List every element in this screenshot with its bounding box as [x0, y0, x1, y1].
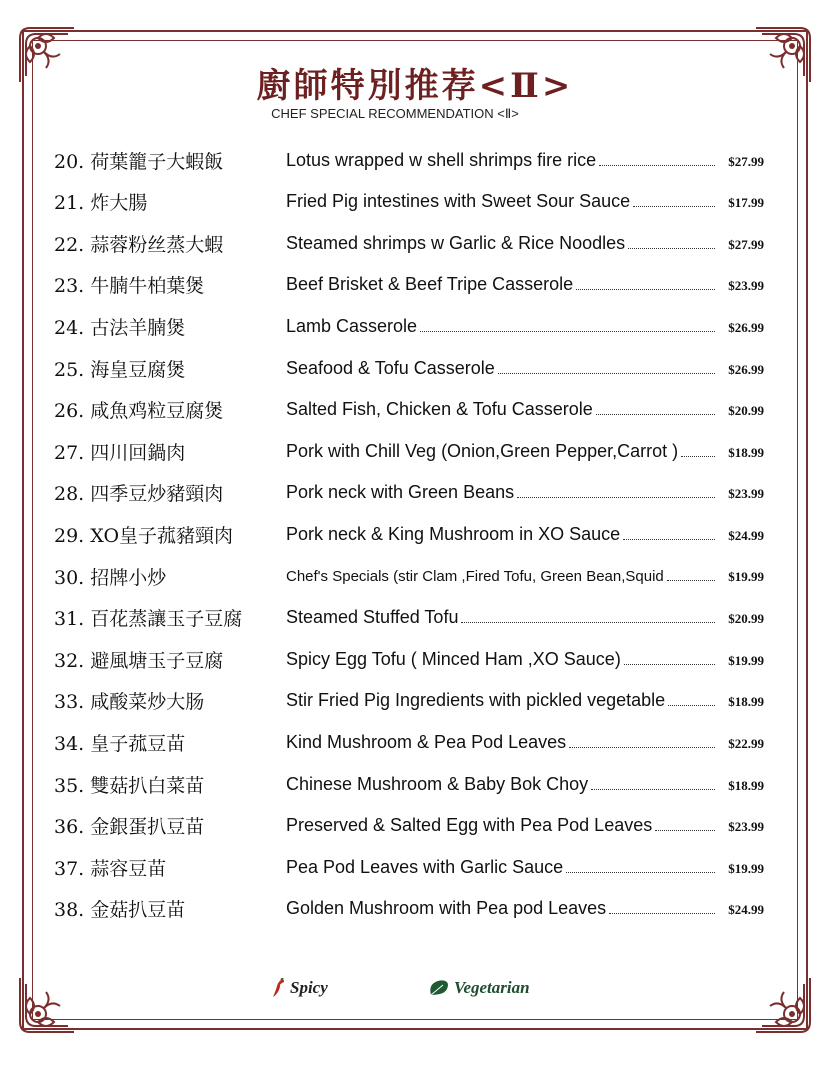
menu-item	[54, 561, 764, 591]
menu-item-price: $20.99	[728, 611, 764, 627]
menu-item-chinese-name: 28. 四季豆炒豬頸肉	[54, 483, 224, 506]
menu-item-english-name: Beef Brisket & Beef Tripe Casserole	[286, 274, 574, 295]
menu-item-description	[286, 524, 764, 545]
menu-item-description	[286, 191, 764, 212]
menu-item-english-name: Pork neck with Green Beans	[286, 482, 515, 503]
menu-item-chinese-name: 21. 炸大腸	[54, 192, 148, 215]
menu-item-price: $24.99	[728, 527, 764, 543]
menu-item-chinese-name: 29. XO皇子菰豬頸肉	[54, 524, 234, 547]
menu-item-english-name: Stir Fried Pig Ingredients with pickled vegetable	[286, 690, 666, 711]
page-subtitle: CHEF SPECIAL RECOMMENDATION <Ⅱ>	[271, 106, 519, 121]
menu-item-chinese-name: 23. 牛腩牛柏葉煲	[54, 275, 205, 298]
ornament-corner-icon	[16, 974, 78, 1036]
menu-item-chinese-name: 22. 蒜蓉粉丝蒸大蝦	[54, 233, 224, 256]
dotted-leader	[624, 664, 715, 665]
menu-item-price: $19.99	[728, 652, 764, 668]
dotted-leader	[668, 705, 715, 706]
menu-item-price: $20.99	[728, 403, 764, 419]
menu-item	[54, 894, 764, 924]
menu-item-price: $18.99	[728, 777, 764, 793]
menu-item-chinese-name: 20. 荷葉籠子大蝦飯	[54, 150, 224, 173]
menu-item-price: $23.99	[728, 278, 764, 294]
menu-item-english-name: Chef's Specials (stir Clam ,Fired Tofu, Green Bean,Squid	[286, 567, 664, 585]
menu-item-english-name: Golden Mushroom with Pea pod Leaves	[286, 898, 607, 919]
menu-item	[54, 852, 764, 882]
menu-item-price: $18.99	[728, 444, 764, 460]
menu-item-description	[286, 399, 764, 420]
menu-item-chinese-name: 24. 古法羊腩煲	[54, 316, 186, 339]
menu-item-chinese-name: 34. 皇子菰豆苗	[54, 732, 186, 755]
menu-item-english-name: Lamb Casserole	[286, 315, 418, 336]
menu-item-description	[286, 358, 764, 379]
menu-item-price: $19.99	[728, 860, 764, 876]
menu-item	[54, 187, 764, 217]
dotted-leader	[596, 414, 715, 415]
dotted-leader	[667, 580, 715, 581]
menu-item-price: $23.99	[728, 819, 764, 835]
dotted-leader	[498, 373, 715, 374]
menu-item-price: $23.99	[728, 486, 764, 502]
menu-item-english-name: Lotus wrapped w shell shrimps fire rice	[286, 149, 597, 170]
menu-item-chinese-name: 27. 四川回鍋肉	[54, 441, 186, 464]
menu-item-chinese-name: 26. 咸魚鸡粒豆腐煲	[54, 400, 224, 423]
menu-item-english-name: Seafood & Tofu Casserole	[286, 357, 495, 378]
menu-item	[54, 769, 764, 799]
page-title: 廚師特別推荐<Ⅱ>	[256, 66, 574, 106]
dotted-leader	[628, 248, 715, 249]
menu-item-english-name: Salted Fish, Chicken & Tofu Casserole	[286, 399, 593, 420]
legend-spicy-label: Spicy	[290, 978, 328, 997]
menu-item-price: $22.99	[728, 735, 764, 751]
menu-item	[54, 228, 764, 258]
menu-item-chinese-name: 35. 雙菇扒白菜苗	[54, 774, 205, 797]
dotted-leader	[655, 830, 715, 831]
menu-item	[54, 727, 764, 757]
legend-spicy	[272, 976, 328, 1000]
menu-item-description	[286, 482, 764, 503]
menu-item	[54, 644, 764, 674]
leaf-icon	[428, 978, 450, 998]
menu-item-price: $27.99	[728, 236, 764, 252]
menu-item-chinese-name: 30. 招牌小炒	[54, 566, 167, 589]
dotted-leader	[517, 497, 715, 498]
menu-item-english-name: Pork neck & King Mushroom in XO Sauce	[286, 523, 621, 544]
menu-item-english-name: Preserved & Salted Egg with Pea Pod Leaves	[286, 815, 653, 836]
menu-item-description	[286, 690, 764, 711]
menu-item-chinese-name: 32. 避風塘玉子豆腐	[54, 649, 224, 672]
menu-item	[54, 519, 764, 549]
dotted-leader	[569, 747, 715, 748]
menu-item-english-name: Fried Pig intestines with Sweet Sour Sauce	[286, 191, 631, 212]
dotted-leader	[599, 165, 715, 166]
menu-item-description	[286, 898, 764, 919]
menu-item-english-name: Spicy Egg Tofu ( Minced Ham ,XO Sauce)	[286, 648, 621, 669]
menu-item	[54, 603, 764, 633]
menu-item-english-name: Kind Mushroom & Pea Pod Leaves	[286, 731, 567, 752]
menu-item	[54, 478, 764, 508]
menu-item-description	[286, 649, 764, 670]
legend-vegetarian	[428, 976, 530, 1000]
dotted-leader	[420, 331, 715, 332]
menu-item-description	[286, 274, 764, 295]
menu-item	[54, 395, 764, 425]
dotted-leader	[461, 622, 715, 623]
menu-item-english-name: Chinese Mushroom & Baby Bok Choy	[286, 773, 589, 794]
menu-item-description	[286, 568, 764, 585]
ornament-corner-icon	[752, 974, 814, 1036]
menu-item-chinese-name: 31. 百花蒸讓玉子豆腐	[54, 608, 243, 631]
menu-item-price: $26.99	[728, 319, 764, 335]
menu-item	[54, 353, 764, 383]
menu-item	[54, 311, 764, 341]
menu-item-chinese-name: 25. 海皇豆腐煲	[54, 358, 186, 381]
menu-item-price: $18.99	[728, 694, 764, 710]
menu-item-description	[286, 857, 764, 878]
menu-item-price: $19.99	[728, 568, 764, 584]
dotted-leader	[591, 789, 715, 790]
menu-item-english-name: Steamed shrimps w Garlic & Rice Noodles	[286, 232, 626, 253]
menu-item	[54, 436, 764, 466]
dotted-leader	[623, 539, 715, 540]
menu-item-description	[286, 815, 764, 836]
dotted-leader	[633, 206, 715, 207]
dotted-leader	[609, 913, 715, 914]
menu-item-english-name: Pea Pod Leaves with Garlic Sauce	[286, 856, 564, 877]
legend-vegetarian-label: Vegetarian	[454, 978, 530, 997]
menu-item-chinese-name: 36. 金銀蛋扒豆苗	[54, 816, 205, 839]
menu-item	[54, 145, 764, 175]
menu-item-description	[286, 233, 764, 254]
dotted-leader	[576, 289, 715, 290]
menu-item-chinese-name: 38. 金菇扒豆苗	[54, 899, 186, 922]
menu-item	[54, 811, 764, 841]
menu-item-english-name: Steamed Stuffed Tofu	[286, 607, 459, 628]
menu-item-price: $24.99	[728, 902, 764, 918]
chili-pepper-icon	[272, 978, 286, 998]
menu-item-price: $26.99	[728, 361, 764, 377]
menu-item-description	[286, 441, 764, 462]
menu-item-price: $17.99	[728, 195, 764, 211]
menu-item-description	[286, 607, 764, 628]
dotted-leader	[681, 456, 715, 457]
menu-item	[54, 686, 764, 716]
menu-item	[54, 270, 764, 300]
menu-item-description	[286, 732, 764, 753]
menu-item-description	[286, 150, 764, 171]
dotted-leader	[566, 872, 715, 873]
menu-item-description	[286, 774, 764, 795]
menu-item-price: $27.99	[728, 153, 764, 169]
menu-item-description	[286, 316, 764, 337]
menu-item-english-name: Pork with Chill Veg (Onion,Green Pepper,Carrot )	[286, 440, 679, 461]
menu-item-chinese-name: 33. 咸酸菜炒大肠	[54, 691, 205, 714]
menu-item-chinese-name: 37. 蒜容豆苗	[54, 857, 167, 880]
